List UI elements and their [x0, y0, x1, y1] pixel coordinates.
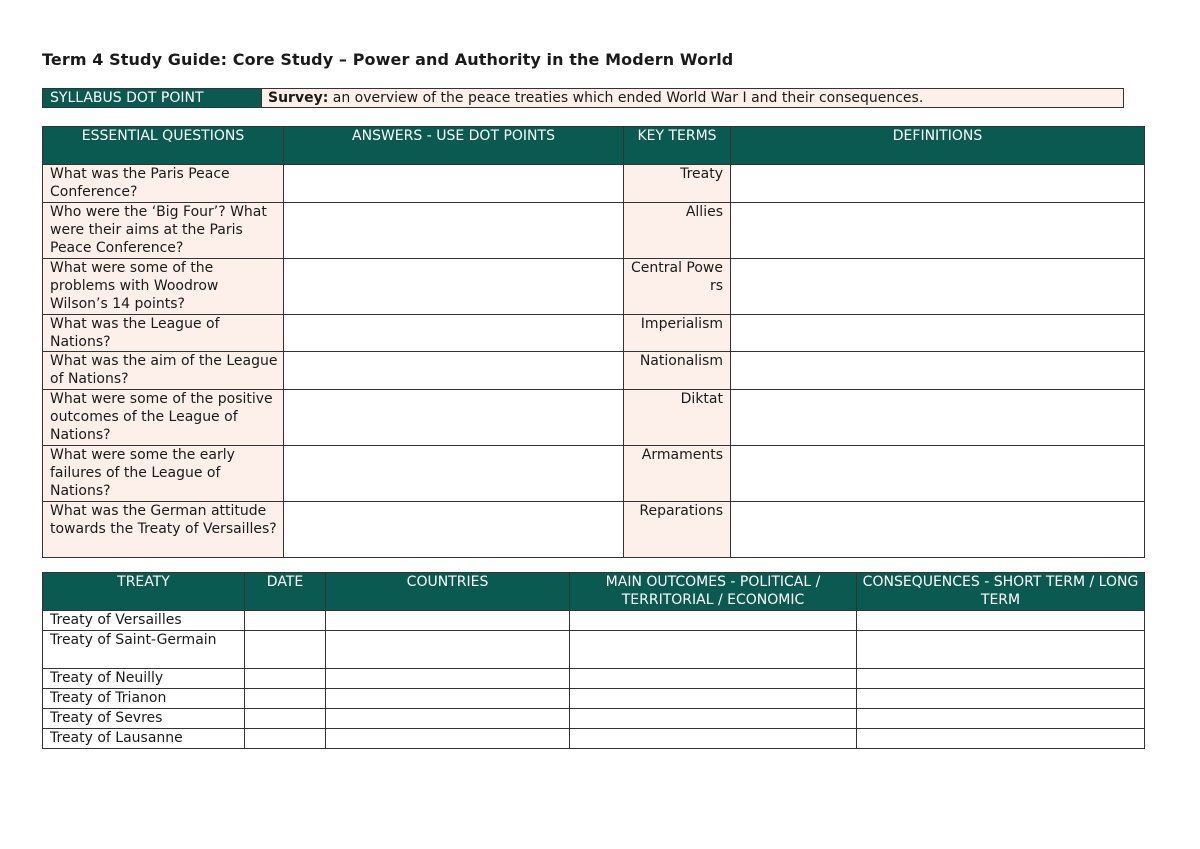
answer-cell[interactable]	[284, 314, 624, 352]
syllabus-label: SYLLABUS DOT POINT	[43, 89, 261, 107]
definition-cell[interactable]	[731, 258, 1145, 314]
key-term-cell: Treaty	[624, 165, 731, 203]
question-cell: What was the League of Nations?	[43, 314, 284, 352]
date-cell[interactable]	[245, 669, 326, 689]
treaty-table	[42, 572, 1145, 749]
header-date: DATE	[245, 573, 326, 611]
question-cell: What were some of the problems with Woodrow Wilson’s 14 points?	[43, 258, 284, 314]
table-row	[43, 689, 1145, 709]
table-row	[43, 709, 1145, 729]
question-cell: What was the aim of the League of Nations?	[43, 352, 284, 390]
outcomes-cell[interactable]	[570, 611, 857, 631]
outcomes-cell[interactable]	[570, 631, 857, 669]
question-cell: Who were the ‘Big Four’? What were their aims at the Paris Peace Conference?	[43, 202, 284, 258]
consequences-cell[interactable]	[857, 631, 1145, 669]
countries-cell[interactable]	[326, 729, 570, 749]
header-countries: COUNTRIES	[326, 573, 570, 611]
header-essential-questions: ESSENTIAL QUESTIONS	[43, 127, 284, 165]
key-term-cell: Diktat	[624, 389, 731, 445]
definition-cell[interactable]	[731, 202, 1145, 258]
table-row	[43, 314, 1145, 352]
outcomes-cell[interactable]	[570, 729, 857, 749]
definition-cell[interactable]	[731, 165, 1145, 203]
definition-cell[interactable]	[731, 314, 1145, 352]
countries-cell[interactable]	[326, 631, 570, 669]
treaty-name-cell: Treaty of Saint-Germain	[43, 631, 245, 669]
date-cell[interactable]	[245, 611, 326, 631]
table-row	[43, 729, 1145, 749]
table-row	[43, 445, 1145, 501]
answer-cell[interactable]	[284, 202, 624, 258]
table-row	[43, 501, 1145, 557]
question-cell: What was the Paris Peace Conference?	[43, 165, 284, 203]
definition-cell[interactable]	[731, 445, 1145, 501]
outcomes-cell[interactable]	[570, 709, 857, 729]
table-row	[43, 669, 1145, 689]
table-row	[43, 611, 1145, 631]
definition-cell[interactable]	[731, 501, 1145, 557]
treaty-name-cell: Treaty of Versailles	[43, 611, 245, 631]
treaty-name-cell: Treaty of Neuilly	[43, 669, 245, 689]
definition-cell[interactable]	[731, 389, 1145, 445]
date-cell[interactable]	[245, 631, 326, 669]
essential-questions-table	[42, 126, 1145, 558]
header-main-outcomes: MAIN OUTCOMES - POLITICAL / TERRITORIAL / ECONOMIC	[570, 573, 857, 611]
question-cell: What was the German attitude towards the Treaty of Versailles?	[43, 501, 284, 557]
countries-cell[interactable]	[326, 689, 570, 709]
question-cell: What were some the early failures of the League of Nations?	[43, 445, 284, 501]
consequences-cell[interactable]	[857, 611, 1145, 631]
consequences-cell[interactable]	[857, 709, 1145, 729]
answer-cell[interactable]	[284, 501, 624, 557]
table-row	[43, 389, 1145, 445]
header-definitions: DEFINITIONS	[731, 127, 1145, 165]
date-cell[interactable]	[245, 709, 326, 729]
date-cell[interactable]	[245, 689, 326, 709]
table-row	[43, 258, 1145, 314]
table-row	[43, 165, 1145, 203]
key-term-cell: Central Powers	[624, 258, 731, 314]
header-consequences: CONSEQUENCES - SHORT TERM / LONG TERM	[857, 573, 1145, 611]
outcomes-cell[interactable]	[570, 689, 857, 709]
header-treaty: TREATY	[43, 573, 245, 611]
treaty-name-cell: Treaty of Trianon	[43, 689, 245, 709]
date-cell[interactable]	[245, 729, 326, 749]
header-answers: ANSWERS - USE DOT POINTS	[284, 127, 624, 165]
question-cell: What were some of the positive outcomes of the League of Nations?	[43, 389, 284, 445]
survey-label: Survey:	[268, 90, 329, 106]
answer-cell[interactable]	[284, 445, 624, 501]
countries-cell[interactable]	[326, 709, 570, 729]
table-row	[43, 352, 1145, 390]
syllabus-banner	[42, 88, 1124, 108]
outcomes-cell[interactable]	[570, 669, 857, 689]
countries-cell[interactable]	[326, 611, 570, 631]
key-term-cell: Reparations	[624, 501, 731, 557]
syllabus-text	[261, 89, 1123, 107]
answer-cell[interactable]	[284, 258, 624, 314]
answer-cell[interactable]	[284, 352, 624, 390]
table-row	[43, 631, 1145, 669]
answer-cell[interactable]	[284, 165, 624, 203]
countries-cell[interactable]	[326, 669, 570, 689]
key-term-cell: Nationalism	[624, 352, 731, 390]
table-row	[43, 202, 1145, 258]
consequences-cell[interactable]	[857, 729, 1145, 749]
key-term-cell: Allies	[624, 202, 731, 258]
consequences-cell[interactable]	[857, 669, 1145, 689]
treaty-name-cell: Treaty of Lausanne	[43, 729, 245, 749]
survey-description: an overview of the peace treaties which ended World War I and their consequences.	[328, 90, 924, 106]
key-term-cell: Imperialism	[624, 314, 731, 352]
treaty-name-cell: Treaty of Sevres	[43, 709, 245, 729]
page-title: Term 4 Study Guide: Core Study – Power and Authority in the Modern World	[42, 50, 734, 69]
definition-cell[interactable]	[731, 352, 1145, 390]
header-key-terms: KEY TERMS	[624, 127, 731, 165]
key-term-cell: Armaments	[624, 445, 731, 501]
answer-cell[interactable]	[284, 389, 624, 445]
consequences-cell[interactable]	[857, 689, 1145, 709]
